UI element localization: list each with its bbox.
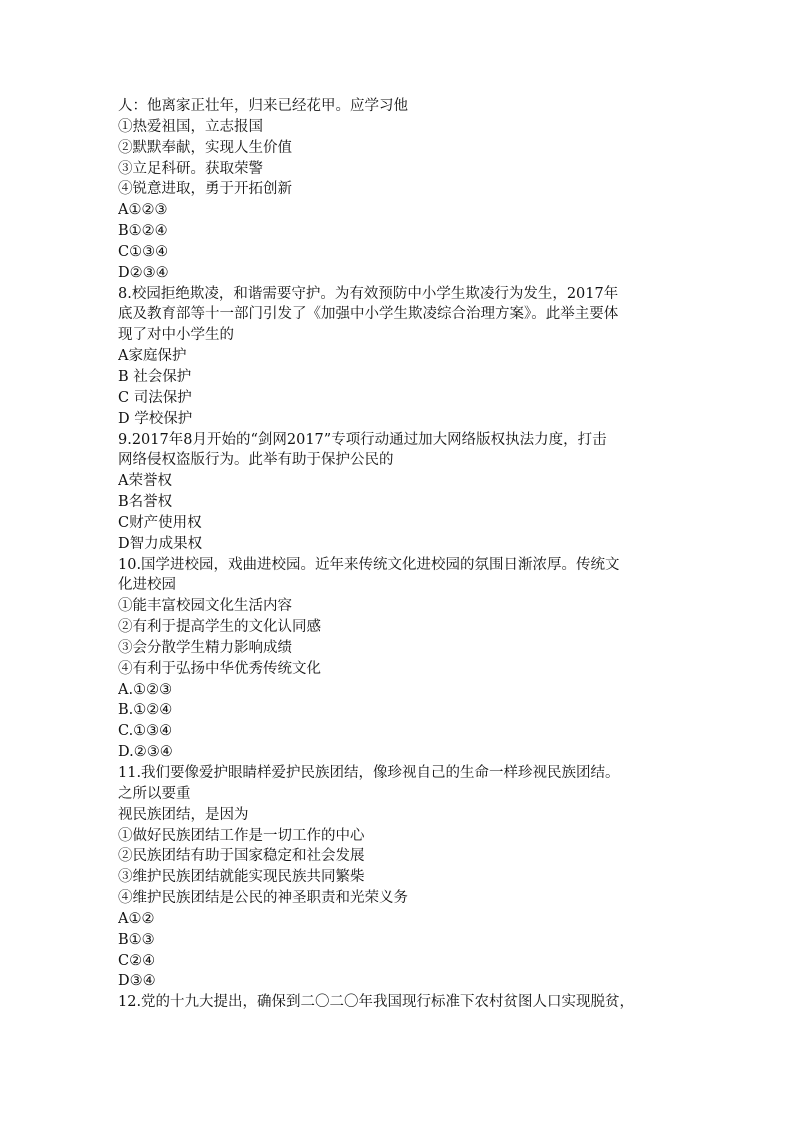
option-item: ④锐意进取，勇于开拓创新 <box>118 181 292 198</box>
answer-choice: B名誉权 <box>118 494 173 511</box>
option-item: ④维护民族团结是公民的神圣职责和光荣义务 <box>118 890 408 907</box>
option-item: ②有利于提高学生的文化认同感 <box>118 619 321 636</box>
option-item: ②民族团结有助于国家稳定和社会发展 <box>118 848 365 865</box>
answer-choice: D②③④ <box>118 264 169 281</box>
answer-choice: C②④ <box>118 952 156 969</box>
answer-choice: C.①③④ <box>118 723 173 740</box>
answer-choice: D③④ <box>118 973 156 990</box>
answer-choice: D.②③④ <box>118 744 173 761</box>
option-item: ②默默奉献，实现人生价值 <box>118 139 292 156</box>
question-10-text: 化进校园 <box>118 577 176 594</box>
option-item: ③立足科研。获取荣警 <box>118 160 263 177</box>
question-10-text: 10.国学进校园，戏曲进校园。近年来传统文化进校园的氛围日渐浓厚。传统文 <box>118 556 620 573</box>
answer-choice: D智力成果权 <box>118 535 203 552</box>
question-8-text: 现了对中小学生的 <box>118 327 234 344</box>
option-item: ③会分散学生精力影响成绩 <box>118 639 292 656</box>
question-12-text: 12.党的十九大提出，确保到二〇二〇年我国现行标准下农村贫图人口实现脱贫， <box>118 994 635 1011</box>
answer-choice: B①③ <box>118 931 155 948</box>
answer-choice: B 社会保护 <box>118 368 192 385</box>
answer-choice: C①③④ <box>118 243 169 260</box>
question-8-text: 8.校园拒绝欺凌，和谐需要守护。为有效预防中小学生欺凌行为发生，2017年 <box>118 285 619 302</box>
option-item: ①热爱祖国，立志报国 <box>118 118 263 135</box>
answer-choice: C 司法保护 <box>118 389 192 406</box>
answer-choice: B.①②④ <box>118 702 173 719</box>
option-item: ④有利于弘扬中华优秀传统文化 <box>118 660 321 677</box>
text-line: 人：他离家正壮年，归来已经花甲。应学习他 <box>118 98 408 114</box>
document-body <box>118 96 688 1013</box>
option-item: ③维护民族团结就能实现民族共同繁柴 <box>118 869 365 886</box>
answer-choice: C财产使用权 <box>118 514 202 531</box>
answer-choice: A荣誉权 <box>118 473 172 490</box>
option-item: ①做好民族团结工作是一切工作的中心 <box>118 827 365 844</box>
question-8-text: 底及教育部等十一部门引发了《加强中小学生欺凌综合治理方案》。此举主要体 <box>118 306 619 323</box>
answer-choice: A①②③ <box>118 202 168 219</box>
question-11-text: 视民族团结，是因为 <box>118 806 249 823</box>
option-item: ①能丰富校园文化生活内容 <box>118 598 292 615</box>
question-9-text: 9.2017年8月开始的“剑网2017”专项行动通过加大网络版权执法力度，打击 <box>118 431 607 448</box>
answer-choice: A家庭保护 <box>118 348 187 365</box>
answer-choice: D 学校保护 <box>118 410 193 427</box>
question-9-text: 网络侵权盗版行为。此举有助于保护公民的 <box>118 452 394 469</box>
answer-choice: A.①②③ <box>118 681 173 698</box>
answer-choice: A①② <box>118 910 155 927</box>
question-11-text: 之所以要重 <box>118 785 191 802</box>
question-11-text: 11.我们要像爱护眼睛样爱护民族团结，像珍视自己的生命一样珍视民族团结。 <box>118 765 620 781</box>
answer-choice: B①②④ <box>118 223 168 240</box>
